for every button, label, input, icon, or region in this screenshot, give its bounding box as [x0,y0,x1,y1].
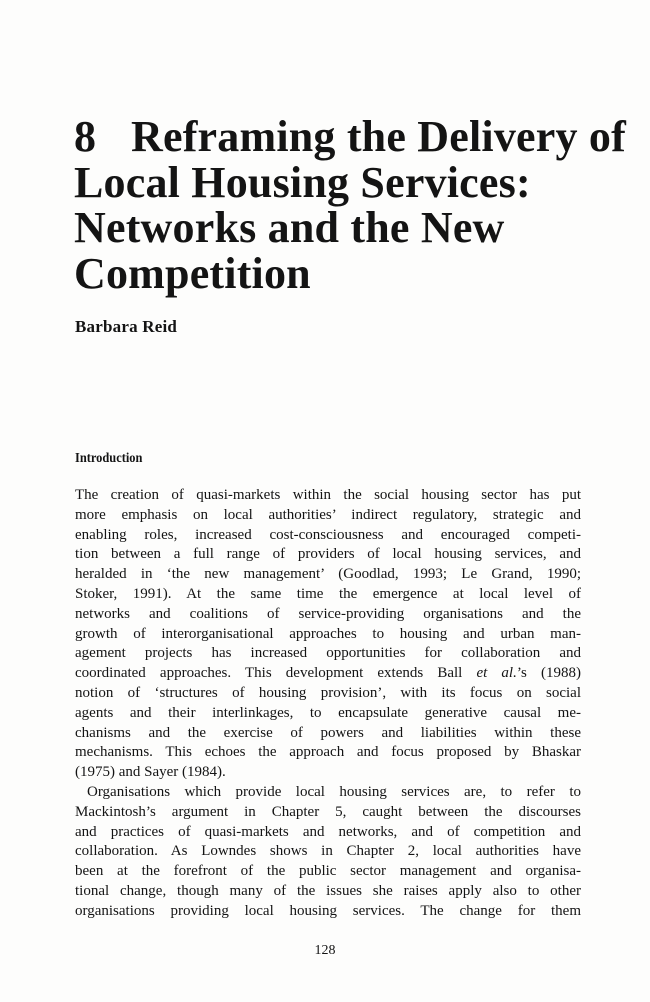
text-line: The creation of quasi-markets within the social housing sector has put [75,487,581,503]
text-line: heralded in ‘the new management’ (Goodlad, 1993; Le Grand, 1990; [75,566,581,583]
text-line: and practices of quasi-markets and networks, and of competition and [75,823,581,840]
chapter-title-text: Reframing the Delivery of [131,112,626,161]
text-line: agents and their interlinkages, to encapsulate generative causal me- [75,704,581,721]
chapter-number: 8 [74,112,97,161]
text-fragment: (1988) [541,665,582,682]
text-line: collaboration. As Lowndes shows in Chapter 2, local authorities have [75,843,581,860]
author-name: Barbara Reid [75,317,178,336]
text-line: mechanisms. This echoes the approach and focus proposed by Bhaskar [75,744,581,761]
chapter-title-line: Competition [74,248,311,298]
text-line: organisations providing local housing services. The change for them [75,902,581,919]
text-line: more emphasis on local authorities’ indirect regulatory, strategic and [75,506,581,523]
italic-citation: et al. [476,665,517,682]
text-line: Organisations which provide local housing services are, to refer to [87,783,581,800]
chapter-title-line [74,114,634,160]
chapter-title-line: Networks and the New [74,203,505,252]
text-line [75,664,581,684]
text-line: agement projects has increased opportunities for collaboration and [75,645,581,662]
text-line: tion between a full range of providers of local housing services, and [75,546,581,563]
text-fragment: coordinated approaches. This development extends Ball [75,665,463,682]
chapter-title [74,114,634,296]
text-line: chanisms and the exercise of powers and liabilities within these [75,724,581,741]
section-heading: Introduction [75,450,143,465]
text-line: tional change, though many of the issues she raises apply also to other [75,882,581,899]
text-line: Mackintosh’s argument in Chapter 5, caught between the discourses [75,803,581,820]
chapter-title-line: Local Housing Services: [74,157,531,207]
text-line: networks and coalitions of service-providing organisations and the [75,605,581,622]
text-line: Stoker, 1991). At the same time the emergence at local level of [75,585,581,602]
page-number: 128 [314,943,336,958]
text-line: enabling roles, increased cost-consciousness and encouraged competi- [75,526,581,543]
text-line: been at the forefront of the public sector management and organisa- [75,863,581,880]
body-text [75,486,581,922]
text-line: growth of interorganisational approaches to housing and urban man- [75,625,581,642]
text-line: notion of ‘structures of housing provision’, with its focus on social [75,684,581,701]
text-fragment: ’s [516,665,527,682]
text-line: (1975) and Sayer (1984). [75,764,226,781]
